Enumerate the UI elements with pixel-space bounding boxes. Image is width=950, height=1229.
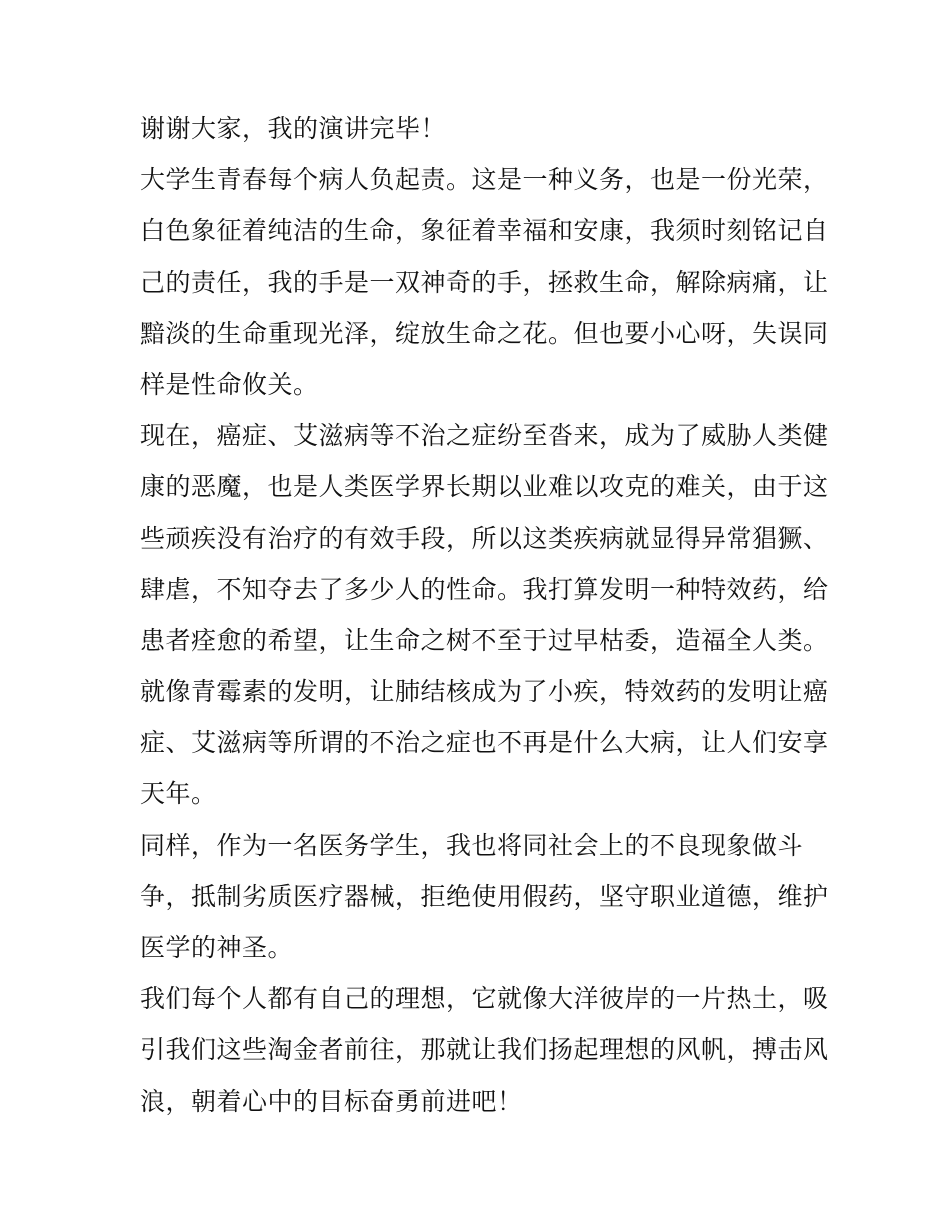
text-line: 患者痊愈的希望，让生命之树不至于过早枯委，造福全人类。 xyxy=(140,625,829,655)
text-line: 我们每个人都有自己的理想，它就像大洋彼岸的一片热土，吸 xyxy=(140,984,829,1014)
text-line: 同样，作为一名医务学生，我也将同社会上的不良现象做斗 xyxy=(140,830,804,860)
text-line: 康的恶魔，也是人类医学界长期以业难以攻克的难关，由于这 xyxy=(140,472,829,502)
text-line: 黯淡的生命重现光泽，绽放生命之花。但也要小心呀，失误同 xyxy=(140,318,829,348)
text-line: 大学生青春每个病人负起责。这是一种义务，也是一份光荣， xyxy=(140,165,829,195)
text-line: 症、艾滋病等所谓的不治之症也不再是什么大病，让人们安享 xyxy=(140,728,829,758)
text-line: 谢谢大家，我的演讲完毕！ xyxy=(140,114,447,143)
text-line: 就像青霉素的发明，让肺结核成为了小疾，特效药的发明让癌 xyxy=(140,677,829,707)
text-line: 引我们这些淘金者前往，那就让我们扬起理想的风帆，搏击风 xyxy=(140,1035,829,1065)
text-line: 白色象征着纯洁的生命，象征着幸福和安康，我须时刻铭记自 xyxy=(140,216,829,246)
text-line: 现在，癌症、艾滋病等不治之症纷至沓来，成为了威胁人类健 xyxy=(140,421,829,451)
text-line: 医学的神圣。 xyxy=(140,933,294,962)
text-line: 争，抵制劣质医疗器械，拒绝使用假药，坚守职业道德，维护 xyxy=(140,881,829,911)
text-line: 些顽疾没有治疗的有效手段，所以这类疾病就显得异常猖獗、 xyxy=(140,523,829,553)
text-line: 样是性命攸关。 xyxy=(140,369,319,399)
text-line: 天年。 xyxy=(140,779,217,809)
document-body xyxy=(140,103,829,1127)
text-line: 浪，朝着心中的目标奋勇前进吧！ xyxy=(140,1086,523,1116)
text-line: 己的责任，我的手是一双神奇的手，拯救生命，解除病痛，让 xyxy=(140,267,829,297)
text-line: 肆虐，不知夺去了多少人的性命。我打算发明一种特效药，给 xyxy=(140,574,829,604)
